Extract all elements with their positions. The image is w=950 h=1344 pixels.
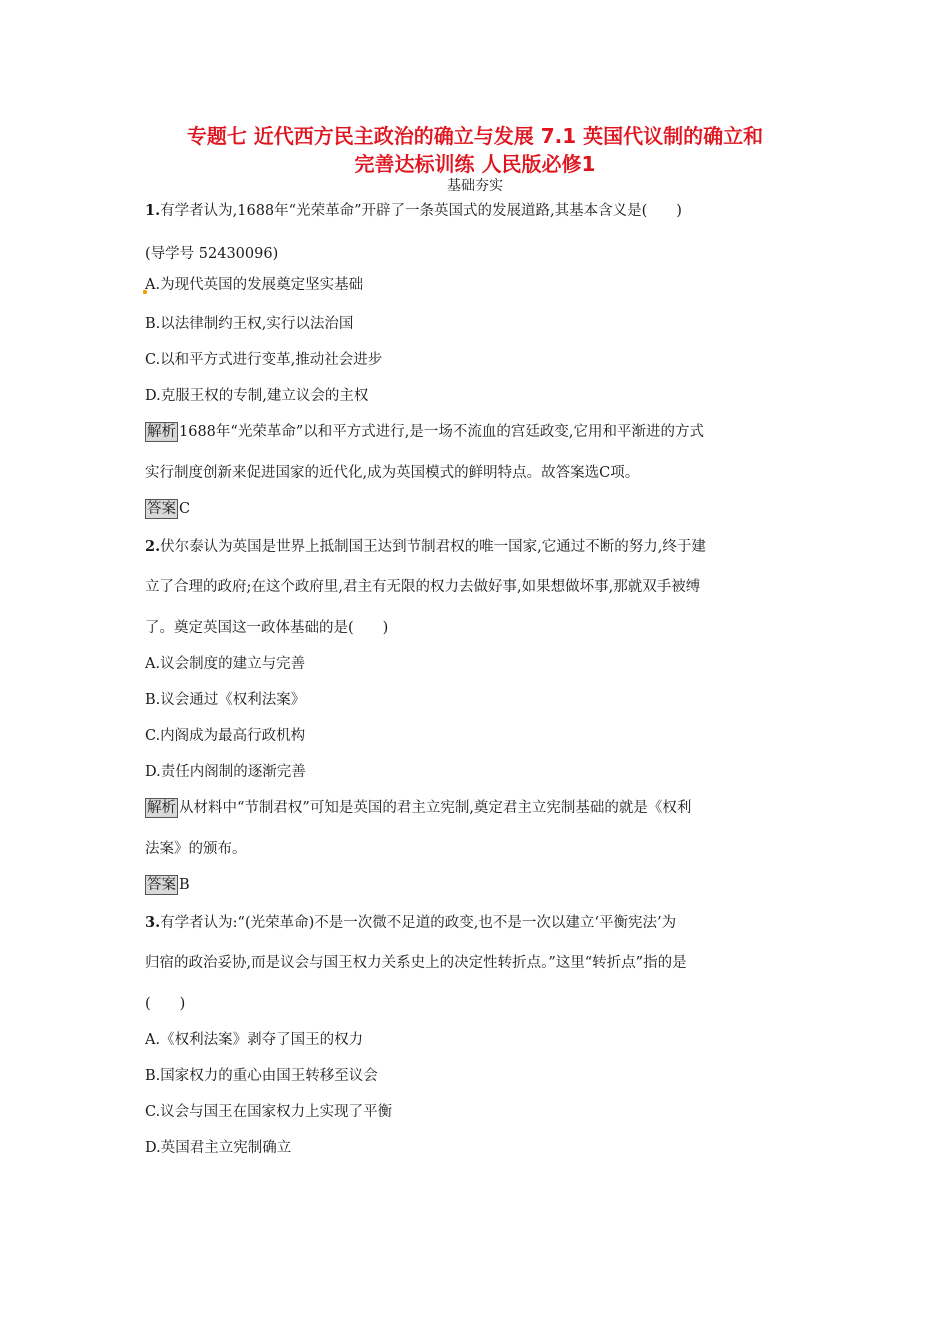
question-1-stem-line-2: (导学号 52430096) — [145, 246, 279, 262]
question-1-option-a: A.为现代英国的发展奠定坚实基础 — [145, 277, 364, 293]
question-2-analysis-line-1: 从材料中“节制君权”可知是英国的君主立宪制,奠定君主立宪制基础的就是《权利 — [179, 800, 692, 816]
analysis-label: 解析 — [147, 800, 176, 816]
question-2-number: 2. — [145, 538, 161, 555]
question-1-option-d: D.克服王权的专制,建立议会的主权 — [145, 388, 369, 404]
document-title-line-2: 完善达标训练 人民版必修1 — [354, 152, 596, 176]
document-title-line-1: 专题七 近代西方民主政治的确立与发展 7.1 英国代议制的确立和 — [186, 124, 764, 148]
question-1-analysis-line-1: 1688年“光荣革命”以和平方式进行,是一场不流血的宫廷政变,它用和平渐进的方式 — [179, 424, 704, 440]
question-2-option-b: B.议会通过《权利法案》 — [145, 692, 306, 708]
answer-label: 答案 — [147, 877, 176, 893]
question-1-answer-value: C — [179, 501, 191, 517]
section-heading: 基础夯实 — [447, 178, 503, 194]
question-3-option-d: D.英国君主立宪制确立 — [145, 1140, 292, 1156]
question-2-analysis — [145, 797, 691, 819]
question-2-analysis-line-2: 法案》的颁布。 — [145, 841, 247, 857]
question-3-stem-line-2: 归宿的政治妥协,而是议会与国王权力关系史上的决定性转折点。”这里“转折点”指的是 — [145, 955, 687, 971]
answer-label: 答案 — [147, 501, 176, 517]
question-3-stem-line-3: ( ) — [145, 996, 186, 1012]
analysis-label: 解析 — [147, 424, 176, 440]
question-1-number: 1. — [145, 202, 161, 219]
question-1-stem — [145, 200, 682, 222]
question-3-stem-line-1: 有学者认为:“(光荣革命)不是一次微不足道的政变,也不是一次以建立‘平衡宪法’为 — [160, 915, 677, 931]
question-1-option-b: B.以法律制约王权,实行以法治国 — [145, 316, 354, 332]
question-2-stem — [145, 536, 706, 558]
question-1-analysis-line-2: 实行制度创新来促进国家的近代化,成为英国模式的鲜明特点。故答案选C项。 — [145, 465, 640, 481]
question-2-option-d: D.责任内阁制的逐渐完善 — [145, 764, 306, 780]
question-3-option-c: C.议会与国王在国家权力上实现了平衡 — [145, 1104, 393, 1120]
question-1-answer — [145, 498, 190, 520]
question-2-answer — [145, 874, 190, 896]
question-2-stem-line-1: 伏尔泰认为英国是世界上抵制国王达到节制君权的唯一国家,它通过不断的努力,终于建 — [160, 539, 706, 555]
question-1-stem-line-1: 有学者认为,1688年“光荣革命”开辟了一条英国式的发展道路,其基本含义是( ) — [160, 203, 682, 219]
question-2-stem-line-3: 了。奠定英国这一政体基础的是( ) — [145, 620, 389, 636]
question-1-option-c: C.以和平方式进行变革,推动社会进步 — [145, 352, 383, 368]
question-3-number: 3. — [145, 914, 161, 931]
question-2-stem-line-2: 立了合理的政府;在这个政府里,君主有无限的权力去做好事,如果想做坏事,那就双手被缚 — [145, 579, 701, 595]
question-1-analysis — [145, 421, 704, 443]
question-2-answer-value: B — [179, 877, 190, 893]
question-3-option-a: A.《权利法案》剥夺了国王的权力 — [145, 1032, 364, 1048]
question-3-option-b: B.国家权力的重心由国王转移至议会 — [145, 1068, 378, 1084]
question-2-option-c: C.内阁成为最高行政机构 — [145, 728, 306, 744]
question-3-stem — [145, 912, 676, 934]
question-2-option-a: A.议会制度的建立与完善 — [145, 656, 306, 672]
